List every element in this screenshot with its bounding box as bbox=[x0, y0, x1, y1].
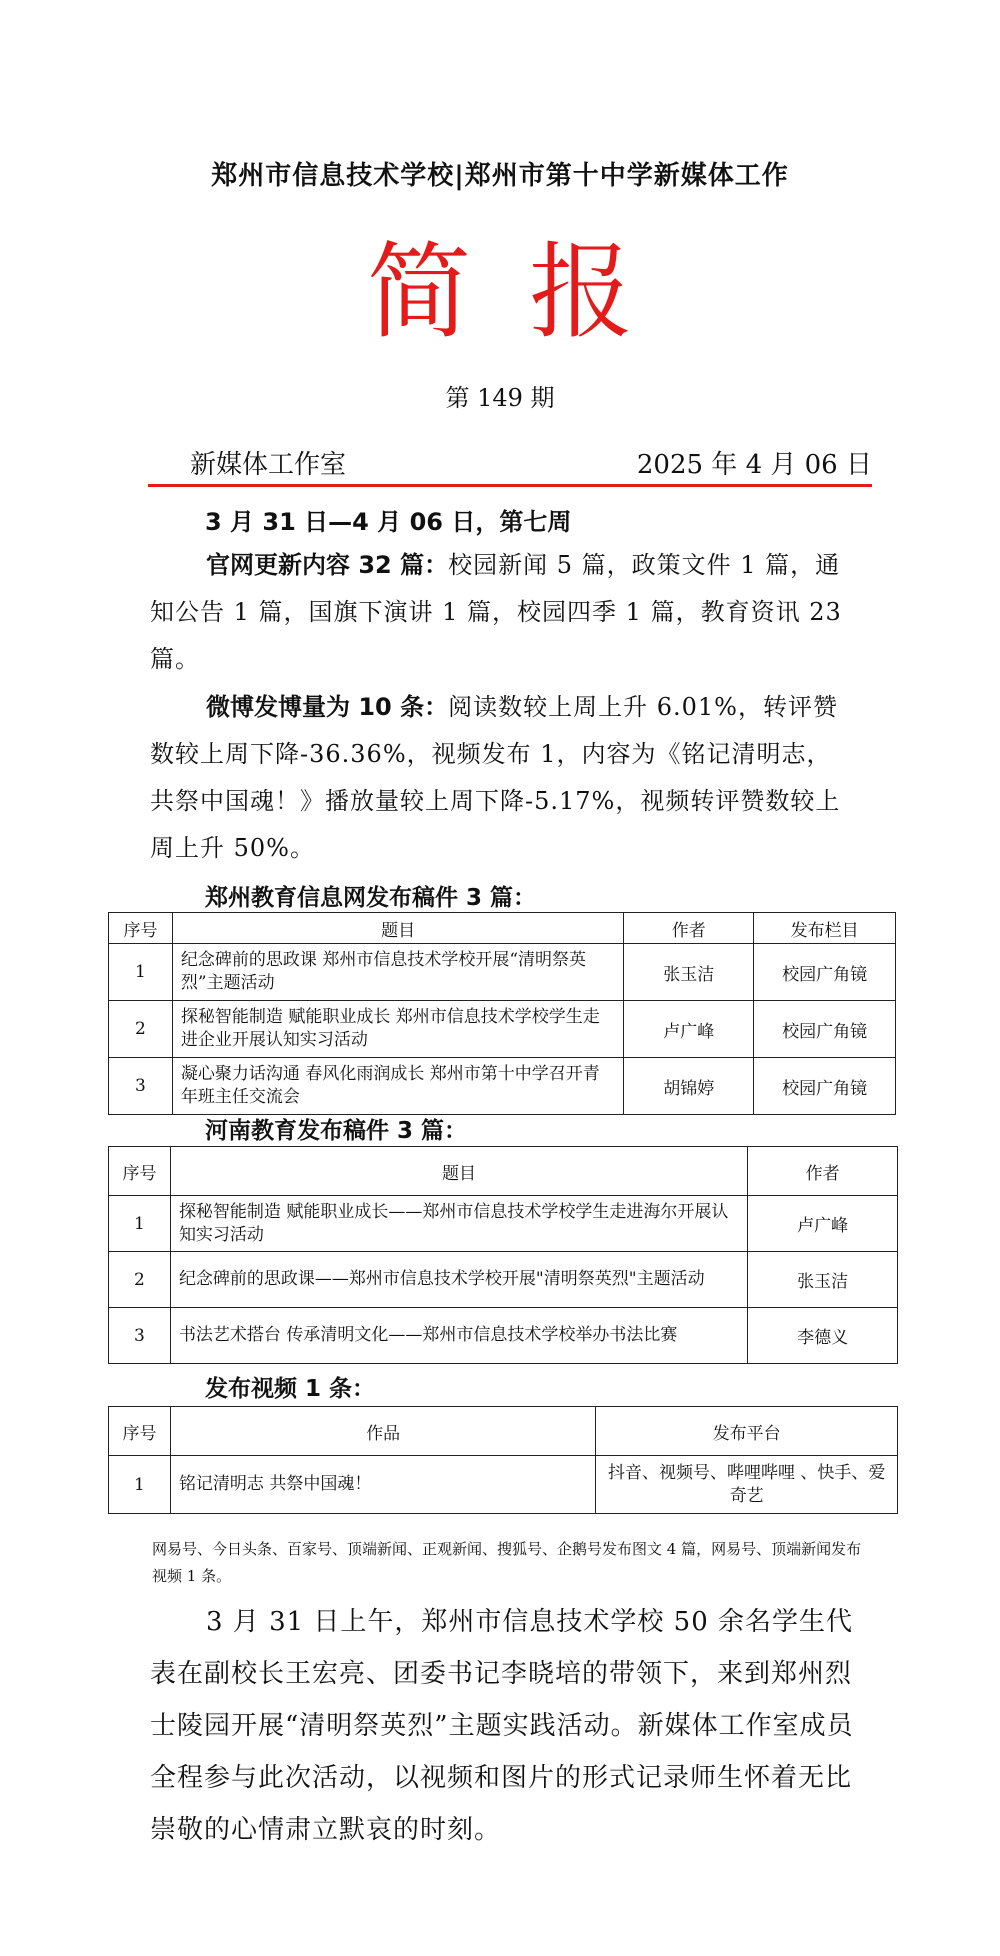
red-divider bbox=[148, 484, 872, 487]
table-row bbox=[109, 1058, 896, 1115]
row-index: 3 bbox=[109, 1308, 171, 1364]
article-title: 探秘智能制造 赋能职业成长——郑州市信息技术学校学生走进海尔开展认知实习活动 bbox=[170, 1196, 747, 1252]
col-header: 作品 bbox=[170, 1407, 595, 1456]
weibo-lead: 微博发博量为 10 条： bbox=[206, 693, 449, 721]
table-row bbox=[109, 1196, 898, 1252]
video-platforms: 抖音、视频号、哔哩哔哩 、快手、爱奇艺 bbox=[596, 1456, 898, 1514]
row-index: 1 bbox=[109, 1456, 171, 1514]
video-heading: 发布视频 1 条： bbox=[205, 1376, 376, 1402]
weibo-summary bbox=[150, 684, 850, 872]
website-lead: 官网更新内容 32 篇： bbox=[206, 551, 449, 579]
table-row bbox=[109, 1252, 898, 1308]
col-header: 作者 bbox=[748, 1147, 898, 1196]
col-header: 序号 bbox=[109, 1147, 171, 1196]
website-summary bbox=[150, 542, 850, 683]
article-title: 探秘智能制造 赋能职业成长 郑州市信息技术学校学生走进企业开展认知实习活动 bbox=[172, 1001, 623, 1058]
article-title: 凝心聚力话沟通 春风化雨润成长 郑州市第十中学召开青年班主任交流会 bbox=[172, 1058, 623, 1115]
col-header: 题目 bbox=[170, 1147, 747, 1196]
zz-edu-table bbox=[108, 912, 896, 1115]
table-row bbox=[109, 1456, 898, 1514]
article-author: 张玉洁 bbox=[624, 944, 754, 1001]
article-column: 校园广角镜 bbox=[754, 1001, 896, 1058]
masthead-title: 简报 bbox=[366, 231, 691, 353]
video-title: 铭记清明志 共祭中国魂！ bbox=[170, 1456, 595, 1514]
col-header: 作者 bbox=[624, 913, 754, 944]
col-header: 发布平台 bbox=[596, 1407, 898, 1456]
table-header-row bbox=[109, 913, 896, 944]
article-author: 胡锦婷 bbox=[624, 1058, 754, 1115]
row-index: 1 bbox=[109, 1196, 171, 1252]
row-index: 2 bbox=[109, 1001, 173, 1058]
row-index: 2 bbox=[109, 1252, 171, 1308]
col-header: 序号 bbox=[109, 913, 173, 944]
zz-edu-heading: 郑州教育信息网发布稿件 3 篇： bbox=[205, 885, 537, 911]
issue-number: 第 149 期 bbox=[445, 384, 555, 412]
article-author: 李德义 bbox=[748, 1308, 898, 1364]
article-author: 张玉洁 bbox=[748, 1252, 898, 1308]
week-range: 3 月 31 日—4 月 06 日，第七周 bbox=[205, 508, 572, 536]
article-author: 卢广峰 bbox=[624, 1001, 754, 1058]
col-header: 题目 bbox=[172, 913, 623, 944]
article-title: 纪念碑前的思政课 郑州市信息技术学校开展“清明祭英烈”主题活动 bbox=[172, 944, 623, 1001]
website-text: 校园新闻 5 篇，政策文件 1 篇，通知公告 1 篇，国旗下演讲 1 篇，校园四季 1 篇，教育资讯 23 篇。 bbox=[150, 551, 842, 673]
henan-edu-table bbox=[108, 1146, 898, 1364]
col-header: 序号 bbox=[109, 1407, 171, 1456]
article-title: 书法艺术搭台 传承清明文化——郑州市信息技术学校举办书法比赛 bbox=[170, 1308, 747, 1364]
article-author: 卢广峰 bbox=[748, 1196, 898, 1252]
table-row bbox=[109, 1308, 898, 1364]
weibo-text: 阅读数较上周上升 6.01%，转评赞数较上周下降-36.36%，视频发布 1，内容为《铭记清明志，共祭中国魂！》播放量较上周下降-5.17%，视频转评赞数较上周上升 50%。 bbox=[150, 693, 841, 862]
article-column: 校园广角镜 bbox=[754, 1058, 896, 1115]
row-index: 3 bbox=[109, 1058, 173, 1115]
col-header: 发布栏目 bbox=[754, 913, 896, 944]
platform-note: 网易号、今日头条、百家号、顶端新闻、正观新闻、搜狐号、企鹅号发布图文 4 篇，网易号、顶端新闻发布视频 1 条。 bbox=[152, 1540, 862, 1585]
article-column: 校园广角镜 bbox=[754, 944, 896, 1001]
organization-title: 郑州市信息技术学校|郑州市第十中学新媒体工作 bbox=[211, 161, 789, 191]
row-index: 1 bbox=[109, 944, 173, 1001]
story-paragraph: 3 月 31 日上午，郑州市信息技术学校 50 余名学生代表在副校长王宏亮、团委书记李晓培的带领下，来到郑州烈士陵园开展“清明祭英烈”主题实践活动。新媒体工作室成员全程参与此次活动，以视频和图片的形式记录师生怀着无比崇敬的心情肃立默哀的时刻。 bbox=[150, 1607, 854, 1845]
table-header-row bbox=[109, 1147, 898, 1196]
publish-date: 2025 年 4 月 06 日 bbox=[636, 450, 872, 480]
table-row bbox=[109, 1001, 896, 1058]
article-title: 纪念碑前的思政课——郑州市信息技术学校开展"清明祭英烈"主题活动 bbox=[170, 1252, 747, 1308]
table-header-row bbox=[109, 1407, 898, 1456]
henan-edu-heading: 河南教育发布稿件 3 篇： bbox=[205, 1118, 468, 1144]
department-name: 新媒体工作室 bbox=[190, 450, 347, 480]
table-row bbox=[109, 944, 896, 1001]
video-table bbox=[108, 1406, 898, 1514]
